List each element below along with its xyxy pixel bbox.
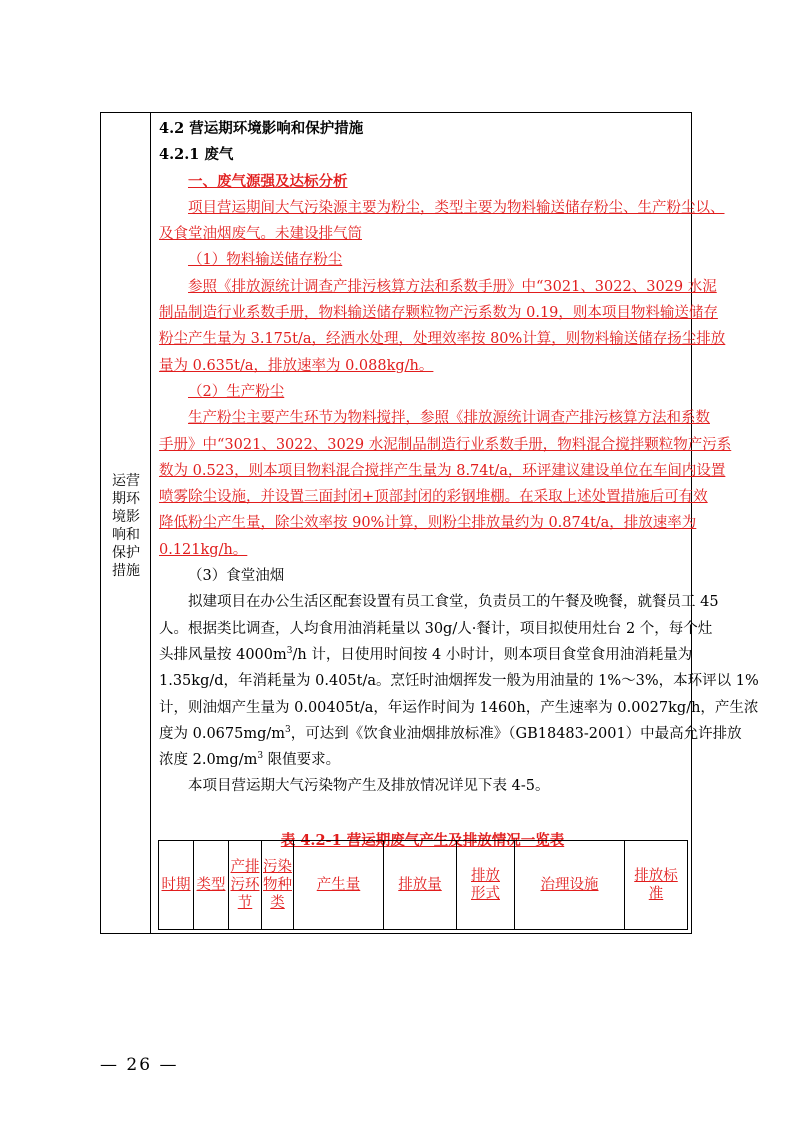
heading-exhaust-source: 一、废气源强及达标分析 — [188, 172, 348, 190]
paragraph-line: 头排风量按 $4000m^3/h$ 计，日使用时间按 4 小时计，则本项目食堂食用油消耗量为 — [159, 646, 693, 663]
paragraph-line: 降低粉尘产生量，除尘效率按 90%计算，则粉尘排放量约为 0.874t/a，排放速率为 — [159, 515, 697, 532]
paragraph-line: 人。根据类比调查，人均食用油消耗量以 30g/人·餐计，项目拟使用灶台 2 个，每个灶 — [159, 620, 713, 637]
item-title-production-dust: （2）生产粉尘 — [188, 383, 285, 400]
item-title-material-dust: （1）物料输送储存粉尘 — [188, 252, 343, 269]
page-number: — 26 — — [100, 1055, 179, 1075]
paragraph-line: 浓度 $2.0mg/m^3$ 限值要求。 — [159, 751, 341, 769]
paragraph-line: 参照《排放源统计调查产排污核算方法和系数手册》中“3021、3022、3029 水泥 — [188, 278, 717, 295]
side-column — [101, 113, 151, 933]
table-header-cell: 污染物种类 — [262, 841, 294, 930]
table-header-cell: 产生量 — [294, 841, 384, 930]
paragraph-line: 制品制造行业系数手册，物料输送储存颗粒物产污系数为 0.19，则本项目物料输送储存 — [159, 305, 718, 322]
paragraph-line: 量为 0.635t/a，排放速率为 0.088kg/h。 — [159, 357, 434, 374]
paragraph-line: 数为 0.523，则本项目物料混合搅拌产生量为 8.74t/a，环评建议建设单位在车间内设置 — [159, 462, 726, 479]
paragraph-line: 生产粉尘主要产生环节为物料搅拌，参照《排放源统计调查产排污核算方法和系数 — [188, 410, 710, 427]
side-label: 运营期环境影响和保护措施 — [112, 473, 140, 579]
table-header-cell: 产排污环节 — [229, 841, 262, 930]
paragraph-line: 手册》中“3021、3022、3029 水泥制品制造行业系数手册，物料混合搅拌颗粒物产污系 — [159, 436, 732, 453]
content-frame — [100, 112, 759, 934]
summary-line: 本项目营运期大气污染物产生及排放情况详见下表 4-5。 — [188, 778, 550, 795]
paragraph-line: 喷雾除尘设施，并设置三面封闭+顶部封闭的彩钢堆棚。在采取上述处置措施后可有效 — [159, 489, 708, 506]
section-title: 4.2 营运期环境影响和保护措施 — [159, 120, 364, 137]
table-header-cell: 治理设施 — [515, 841, 625, 930]
paragraph-line: 1.35kg/d，年消耗量为 0.405t/a。烹饪时油烟挥发一般为用油量的 1%～3%，本环评以 1% — [159, 673, 759, 690]
table-header-cell: 排放形式 — [457, 841, 515, 930]
paragraph-line: 拟建项目在办公生活区配套设置有员工食堂，负责员工的午餐及晚餐，就餐员工 45 — [188, 594, 719, 611]
table-header-cell: 时期 — [159, 841, 194, 930]
table-header-cell: 排放标准 — [625, 841, 688, 930]
item-title-canteen-fume: （3）食堂油烟 — [188, 568, 285, 585]
table-header-row — [159, 841, 688, 930]
paragraph-line: 0.121kg/h。 — [159, 541, 248, 558]
table-header-cell: 排放量 — [384, 841, 457, 930]
subsection-title: 4.2.1 废气 — [159, 146, 234, 164]
table-header-cell: 类型 — [194, 841, 229, 930]
paragraph-line: 粉尘产生量为 3.175t/a，经洒水处理，处理效率按 80%计算，则物料输送储存扬尘排放 — [159, 331, 726, 348]
table-caption: 表 4.2-1 营运期废气产生及排放情况一览表 — [280, 832, 565, 849]
intro-line: 项目营运期间大气污染源主要为粉尘，类型主要为物料输送储存粉尘、生产粉尘以、 — [188, 199, 725, 216]
emission-table — [158, 840, 688, 930]
paragraph-line: 度为 $0.0675mg/m^3$，可达到《饮食业油烟排放标准》（GB18483-2001）中最高允许排放 — [159, 725, 742, 742]
body-text — [159, 113, 759, 800]
intro-line: 及食堂油烟废气。未建设排气筒 — [159, 226, 362, 243]
paragraph-line: 计，则油烟产生量为 0.00405t/a，年运作时间为 1460h，产生速率为 0.0027kg/h，产生浓 — [159, 699, 759, 716]
